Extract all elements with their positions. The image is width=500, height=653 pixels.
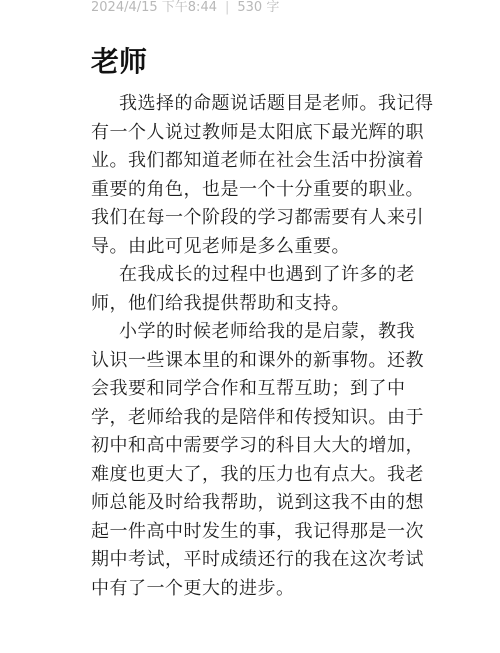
text-line: 在我成长的过程中也遇到了许多的老 [119, 264, 415, 285]
text-line: 我们在每一个阶段的学习都需要有人来引 [91, 207, 424, 228]
text-line: 我选择的命题说话题目是老师。我记得 [119, 93, 434, 114]
text-line: 起一件高中时发生的事，我记得那是一次 [91, 520, 424, 542]
text-line: 小学的时候老师给我的是启蒙，教我 [119, 321, 415, 342]
text-line: 师总能及时给我帮助，说到这我不由的想 [91, 492, 424, 513]
meta-separator: | [224, 0, 230, 15]
text-line: 认识一些课本里的和课外的新事物。还教 [91, 349, 424, 371]
paragraph [91, 261, 415, 318]
paragraph [91, 90, 434, 261]
text-line: 学，老师给我的是陪伴和传授知识。由于 [91, 406, 424, 428]
paragraph [91, 318, 424, 603]
text-line: 有一个人说过教师是太阳底下最光辉的职 [91, 121, 424, 143]
text-line: 业。我们都知道老师在社会生活中扮演着 [91, 150, 424, 171]
note-word-count: 530 字 [237, 0, 280, 15]
text-line: 难度也更大了，我的压力也有点大。我老 [91, 463, 424, 485]
text-line: 会我要和同学合作和互帮互助；到了中 [91, 378, 406, 399]
text-line: 导。由此可见老师是多么重要。 [91, 235, 350, 257]
note-body[interactable] [91, 90, 434, 603]
text-line: 期中考试，平时成绩还行的我在这次考试 [91, 549, 424, 570]
text-line: 中有了一个更大的进步。 [91, 577, 295, 599]
text-line: 师，他们给我提供帮助和支持。 [91, 292, 350, 314]
text-line: 重要的角色，也是一个十分重要的职业。 [91, 178, 424, 200]
note-meta [91, 0, 279, 16]
text-line: 初中和高中需要学习的科目大大的增加， [91, 435, 424, 456]
note-datetime: 2024/4/15 下午8:44 [91, 0, 217, 15]
note-title: 老师 [91, 45, 148, 78]
